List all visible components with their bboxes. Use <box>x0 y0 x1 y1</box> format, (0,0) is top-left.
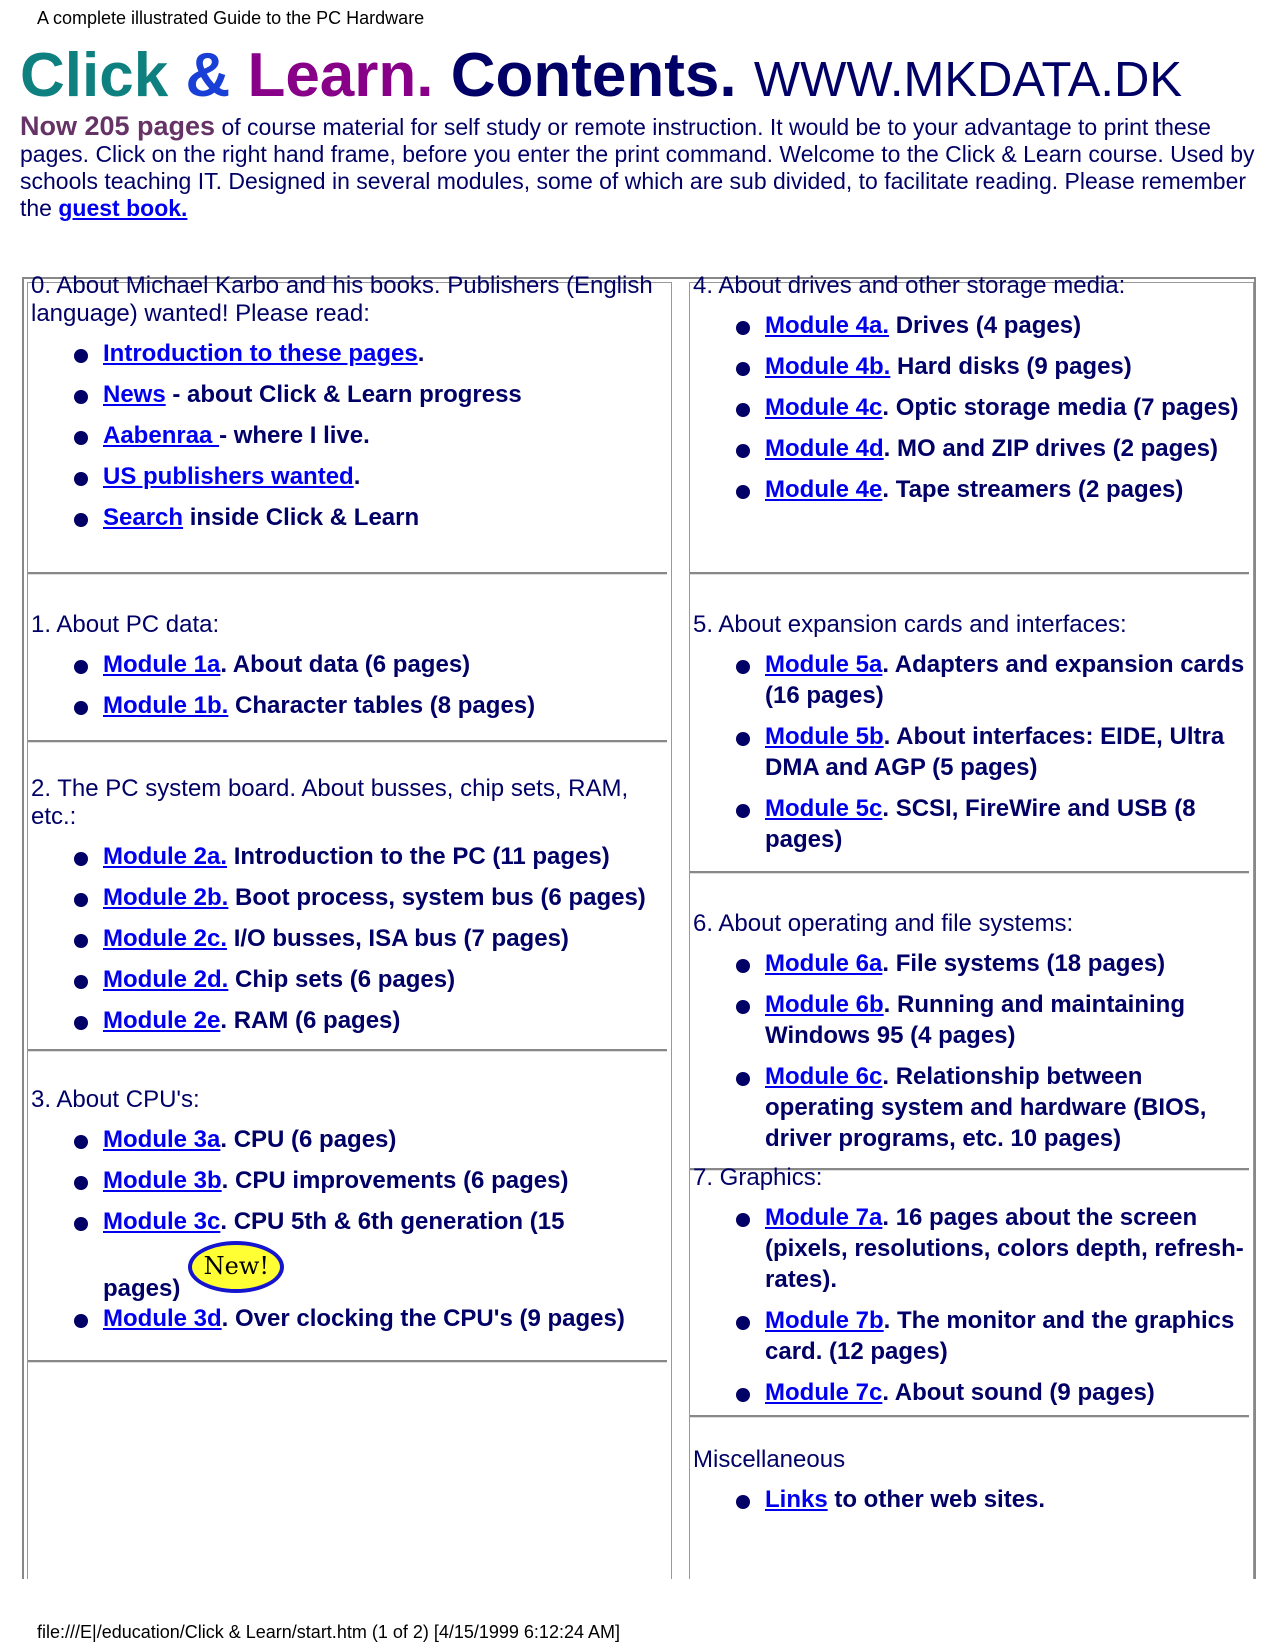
list-item <box>690 1061 1253 1154</box>
module-1b-link[interactable]: Module 1b. <box>103 692 229 719</box>
search-link[interactable]: Search <box>103 504 184 531</box>
item-text: . About interfaces: EIDE, Ultra DMA and AGP (5 pages) <box>765 723 1225 781</box>
module-7c-link[interactable]: Module 7c <box>765 1379 883 1406</box>
item-text: . The monitor and the graphics card. (12 pages) <box>765 1307 1235 1365</box>
item-text: . CPU 5th & 6th generation (15 <box>220 1208 565 1235</box>
section-divider <box>690 871 1249 874</box>
item-text: . About sound (9 pages) <box>882 1379 1155 1406</box>
section-item-list <box>28 841 671 1036</box>
list-item <box>690 1202 1253 1295</box>
item-text: . <box>353 463 361 490</box>
list-item <box>690 1377 1253 1408</box>
section-item-list <box>690 310 1253 505</box>
list-item <box>690 721 1253 783</box>
list-item <box>690 392 1253 423</box>
contents-left-column <box>27 272 672 1579</box>
section-divider <box>690 572 1249 575</box>
item-text-continued: pages) <box>103 1275 181 1302</box>
module-3a-link[interactable]: Module 3a <box>103 1126 221 1153</box>
section-divider <box>28 572 667 575</box>
section-misc <box>690 1446 1253 1515</box>
module-6a-link[interactable]: Module 6a <box>765 950 883 977</box>
item-text: . Tape streamers (2 pages) <box>882 476 1184 503</box>
list-item <box>690 948 1253 979</box>
new-badge: New! <box>188 1241 284 1293</box>
item-text: . File systems (18 pages) <box>882 950 1166 977</box>
item-text: . CPU (6 pages) <box>220 1126 397 1153</box>
section-heading: 4. About drives and other storage media: <box>693 272 1126 299</box>
us-publishers-link[interactable]: US publishers wanted <box>103 463 354 490</box>
contents-right-column <box>689 272 1254 1579</box>
item-text: . Running and maintaining Windows 95 (4 pages) <box>765 991 1185 1049</box>
item-text: - about Click & Learn progress <box>165 381 522 408</box>
list-item <box>28 461 671 492</box>
section-divider <box>28 1360 667 1363</box>
list-item <box>690 793 1253 855</box>
contents-table <box>22 272 1256 1579</box>
section-6 <box>690 910 1253 1154</box>
list-item <box>690 649 1253 711</box>
item-text: I/O busses, ISA bus (7 pages) <box>227 925 569 952</box>
section-heading: 3. About CPU's: <box>31 1086 200 1113</box>
list-item <box>690 433 1253 464</box>
section-item-list <box>690 649 1253 855</box>
section-4 <box>690 272 1253 505</box>
item-text: Introduction to the PC (11 pages) <box>227 843 610 870</box>
intro-paragraph <box>20 113 1265 222</box>
section-2 <box>28 775 671 1036</box>
module-5c-link[interactable]: Module 5c <box>765 795 883 822</box>
list-item <box>690 474 1253 505</box>
list-item <box>28 420 671 451</box>
module-4b-link[interactable]: Module 4b. <box>765 353 891 380</box>
module-1a-link[interactable]: Module 1a <box>103 651 221 678</box>
title-click: Click <box>20 41 169 110</box>
list-item <box>690 989 1253 1051</box>
list-item <box>690 1484 1253 1515</box>
list-item <box>28 502 671 533</box>
item-text: . <box>417 340 425 367</box>
section-item-list <box>28 338 671 533</box>
list-item <box>690 1305 1253 1367</box>
item-text: . About data (6 pages) <box>220 651 471 678</box>
intro-text: of course material for self study or remote instruction. It would be to your advantage to print these pages. Click on the right hand frame, before you enter the print command. Welcome to the Click & Learn course. Used by schools teaching IT. Designed in several modules, some of which are sub divided, to facilitate reading. Please remember the <box>20 114 1255 221</box>
guest-book-link[interactable]: guest book. <box>58 195 188 221</box>
section-heading: 6. About operating and file systems: <box>693 910 1074 937</box>
item-text: Chip sets (6 pages) <box>228 966 456 993</box>
section-item-list <box>28 1124 671 1334</box>
list-item <box>28 1303 671 1334</box>
item-text: . 16 pages about the screen (pixels, resolutions, colors depth, refresh-rates). <box>765 1204 1244 1293</box>
section-heading: Miscellaneous <box>693 1446 846 1473</box>
list-item <box>28 649 671 680</box>
module-6c-link[interactable]: Module 6c <box>765 1063 883 1090</box>
news-link[interactable]: News <box>103 381 166 408</box>
item-text: . Relationship between operating system and hardware (BIOS, driver programs, etc. 10 pages) <box>765 1063 1207 1152</box>
section-7 <box>690 1164 1253 1408</box>
title-learn: Learn. <box>247 41 434 110</box>
module-3c-link[interactable]: Module 3c <box>103 1208 221 1235</box>
section-item-list <box>690 948 1253 1154</box>
module-4c-link[interactable]: Module 4c <box>765 394 883 421</box>
section-divider <box>28 740 667 743</box>
item-text: . Optic storage media (7 pages) <box>882 394 1239 421</box>
title-ampersand: & <box>185 41 231 110</box>
introduction-link[interactable]: Introduction to these pages <box>103 340 418 367</box>
module-7b-link[interactable]: Module 7b <box>765 1307 884 1334</box>
item-text: . Over clocking the CPU's (9 pages) <box>221 1305 625 1332</box>
item-text: . SCSI, FireWire and USB (8 pages) <box>765 795 1196 853</box>
print-header: A complete illustrated Guide to the PC Hardware <box>37 8 425 28</box>
module-2a-link[interactable]: Module 2a. <box>103 843 228 870</box>
print-footer: file:///E|/education/Click & Learn/start.htm (1 of 2) [4/15/1999 6:12:24 AM] <box>37 1622 620 1642</box>
module-5a-link[interactable]: Module 5a <box>765 651 883 678</box>
section-3 <box>28 1086 671 1334</box>
section-heading: 2. The PC system board. About busses, chip sets, RAM, etc.: <box>31 775 629 830</box>
section-item-list <box>28 649 671 721</box>
item-text: - where I live. <box>219 422 370 449</box>
title-site-url: WWW.MKDATA.DK <box>753 53 1183 107</box>
module-4d-link[interactable]: Module 4d <box>765 435 884 462</box>
section-0 <box>28 272 671 533</box>
list-item <box>690 351 1253 382</box>
item-text: Character tables (8 pages) <box>228 692 536 719</box>
section-divider <box>28 1049 667 1052</box>
module-7a-link[interactable]: Module 7a <box>765 1204 883 1231</box>
section-1 <box>28 611 671 721</box>
module-2d-link[interactable]: Module 2d. <box>103 966 229 993</box>
module-6b-link[interactable]: Module 6b <box>765 991 884 1018</box>
section-heading: 7. Graphics: <box>693 1164 823 1191</box>
item-text: inside Click & Learn <box>183 504 420 531</box>
section-5 <box>690 611 1253 855</box>
links-link[interactable]: Links <box>765 1486 828 1513</box>
title-contents: Contents. <box>450 41 737 110</box>
section-heading: 5. About expansion cards and interfaces: <box>693 611 1127 638</box>
section-heading: 1. About PC data: <box>31 611 220 638</box>
aabenraa-link[interactable]: Aabenraa <box>103 422 220 449</box>
list-item <box>28 841 671 872</box>
item-text: . RAM (6 pages) <box>220 1007 401 1034</box>
item-text: . Adapters and expansion cards (16 pages) <box>765 651 1245 709</box>
item-text: to other web sites. <box>827 1486 1046 1513</box>
section-item-list <box>690 1484 1253 1515</box>
module-4a-link[interactable]: Module 4a. <box>765 312 890 339</box>
list-item <box>28 690 671 721</box>
module-4e-link[interactable]: Module 4e <box>765 476 883 503</box>
section-divider <box>690 1415 1249 1418</box>
item-text: . CPU improvements (6 pages) <box>221 1167 569 1194</box>
list-item <box>28 1165 671 1196</box>
module-3b-link[interactable]: Module 3b <box>103 1167 222 1194</box>
list-item <box>28 379 671 410</box>
section-heading: 0. About Michael Karbo and his books. Publishers (English language) wanted! Please read: <box>31 272 653 327</box>
item-text: . MO and ZIP drives (2 pages) <box>883 435 1218 462</box>
module-2b-link[interactable]: Module 2b. <box>103 884 229 911</box>
list-item <box>28 882 671 913</box>
item-text: Hard disks (9 pages) <box>890 353 1132 380</box>
list-item <box>28 338 671 369</box>
intro-lead: Now 205 pages <box>20 111 216 141</box>
module-2c-link[interactable]: Module 2c. <box>103 925 228 952</box>
list-item <box>28 1005 671 1036</box>
module-5b-link[interactable]: Module 5b <box>765 723 884 750</box>
item-text: Drives (4 pages) <box>889 312 1082 339</box>
item-text: Boot process, system bus (6 pages) <box>228 884 646 911</box>
module-3d-link[interactable]: Module 3d <box>103 1305 222 1332</box>
list-item <box>690 310 1253 341</box>
module-2e-link[interactable]: Module 2e <box>103 1007 221 1034</box>
section-item-list <box>690 1202 1253 1408</box>
list-item <box>28 964 671 995</box>
list-item <box>28 1124 671 1155</box>
list-item <box>28 923 671 954</box>
page-title <box>20 40 1182 116</box>
